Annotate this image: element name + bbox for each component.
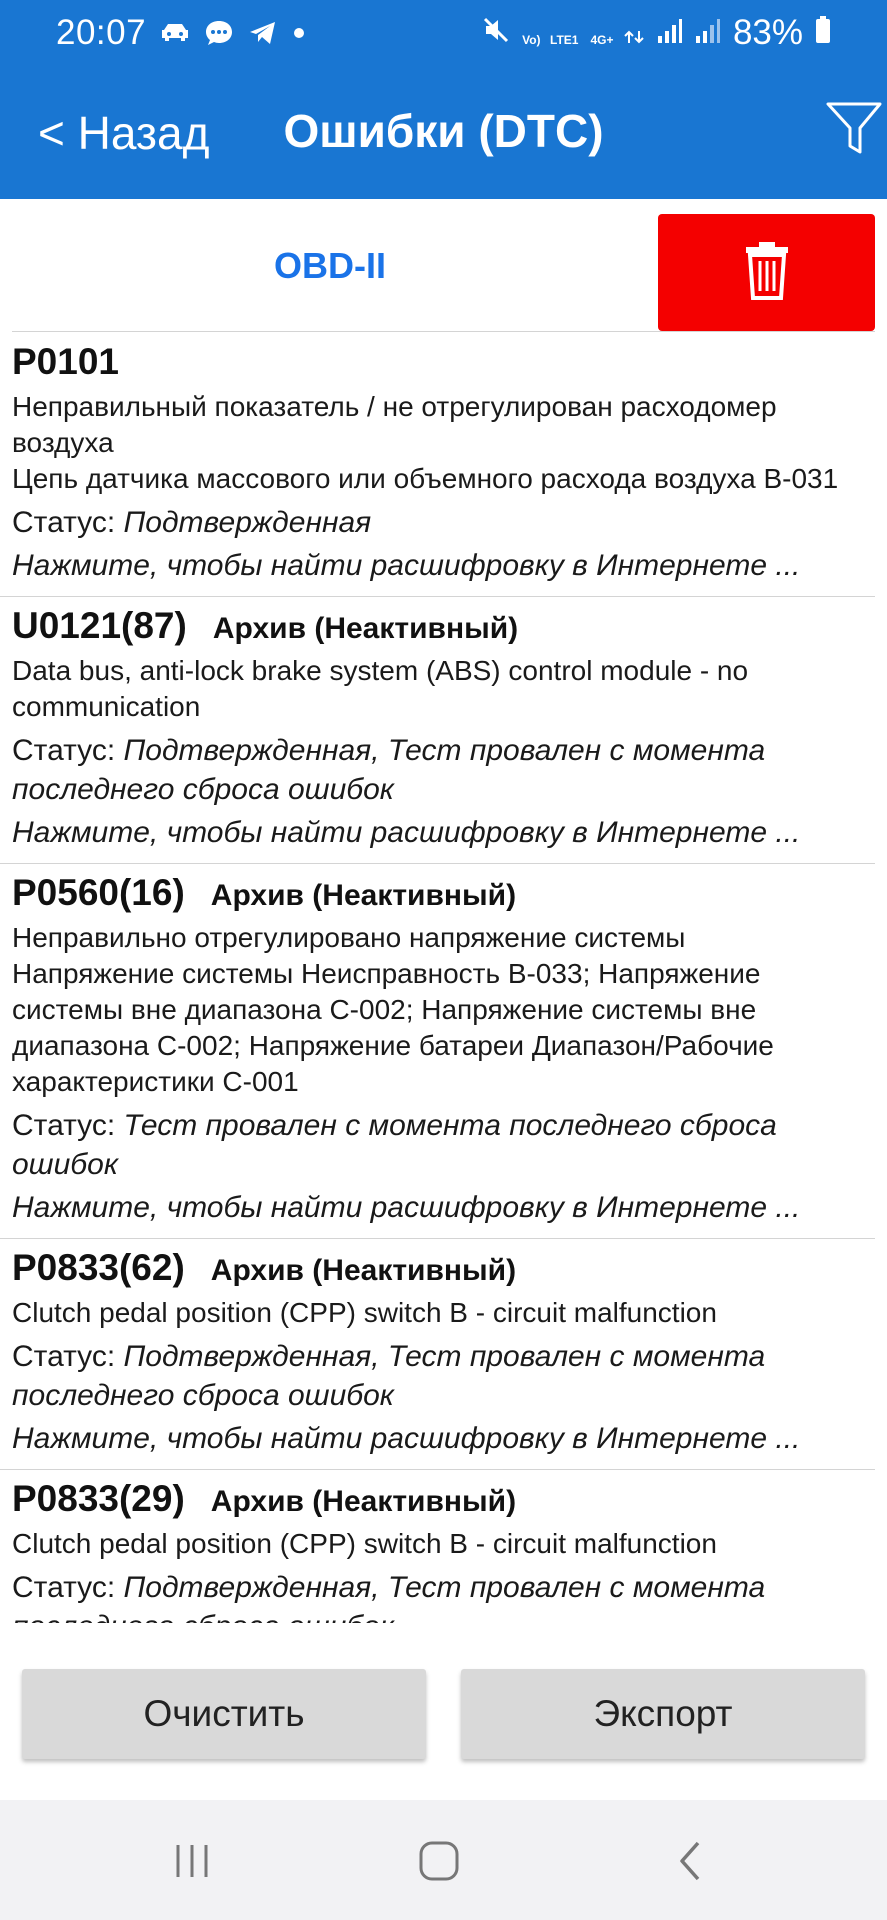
search-online-link[interactable]: Нажмите, чтобы найти расшифровку в Интернете ...: [12, 1422, 801, 1455]
dtc-status: [12, 731, 863, 809]
dtc-item[interactable]: [0, 864, 875, 1239]
dtc-description: Clutch pedal position (CPP) switch B - circuit malfunction: [12, 1528, 717, 1559]
chat-icon: [204, 19, 234, 47]
tab-row: [0, 199, 887, 333]
dtc-archive-badge: Архив (Неактивный): [210, 1485, 517, 1518]
network-type-icon: 4G+: [590, 14, 644, 53]
status-bar: [0, 0, 887, 66]
search-online-link[interactable]: Нажмите, чтобы найти расшифровку в Интернете ...: [12, 549, 801, 582]
dtc-code: P0833(62): [12, 1247, 185, 1288]
dtc-list: [0, 333, 887, 1623]
divider: [12, 331, 875, 332]
search-online-link[interactable]: Нажмите, чтобы найти расшифровку в Интернете ...: [12, 1191, 801, 1224]
tab-obd2[interactable]: OBD-II: [274, 245, 386, 286]
filter-icon[interactable]: [824, 96, 884, 160]
dtc-archive-badge: Архив (Неактивный): [212, 612, 519, 645]
status-time: 20:07: [56, 13, 147, 52]
trash-icon: [744, 240, 790, 305]
status-value: Подтвержденная, Тест провален с момента последнего сброса ошибок: [12, 734, 766, 806]
dtc-status: [12, 1106, 863, 1184]
dtc-status: [12, 1337, 863, 1415]
status-label: Статус:: [12, 506, 116, 539]
dtc-code: P0560(16): [12, 872, 185, 913]
page-title: Ошибки (DTC): [283, 105, 604, 157]
status-label: Статус:: [12, 1340, 116, 1373]
dtc-code: U0121(87): [12, 605, 187, 646]
dtc-code: P0101: [12, 341, 119, 382]
dtc-description: Data bus, anti-lock brake system (ABS) control module - no communication: [12, 655, 749, 722]
dtc-code: P0833(29): [12, 1478, 185, 1519]
status-value: Тест провален с момента последнего сброса ошибок: [12, 1109, 777, 1181]
back-icon[interactable]: [660, 1836, 720, 1886]
home-icon[interactable]: [409, 1836, 469, 1886]
status-label: Статус:: [12, 1109, 116, 1142]
dot-icon: [292, 26, 306, 40]
status-value: Подтвержденная, Тест провален с момента последнего сброса ошибок: [12, 1340, 766, 1412]
app-bar: [0, 66, 887, 199]
dtc-item[interactable]: [0, 1239, 875, 1470]
status-label: Статус:: [12, 734, 116, 767]
car-icon: [160, 22, 190, 44]
battery-icon: [815, 14, 831, 53]
dtc-item[interactable]: [0, 597, 875, 864]
delete-button[interactable]: [658, 214, 875, 331]
back-button[interactable]: < Назад: [38, 107, 210, 159]
signal-icon: [695, 14, 721, 53]
dtc-item[interactable]: [0, 333, 875, 597]
dtc-archive-badge: Архив (Неактивный): [210, 879, 517, 912]
volte-icon: Vo) LTE1: [522, 32, 579, 47]
dtc-archive-badge: Архив (Неактивный): [210, 1254, 517, 1287]
system-nav-bar: [0, 1800, 887, 1920]
battery-percent: 83%: [732, 13, 803, 52]
action-bar: [0, 1623, 887, 1800]
app-header: [0, 0, 887, 199]
dtc-status: [12, 503, 863, 542]
dtc-description: Неправильный показатель / не отрегулирован расходомер воздуха Цепь датчика массового или объемного расхода воздуха B-031: [12, 391, 839, 494]
signal-icon: [657, 14, 683, 53]
dtc-description: Clutch pedal position (CPP) switch B - circuit malfunction: [12, 1297, 717, 1328]
export-button[interactable]: Экспорт: [461, 1669, 865, 1759]
telegram-icon: [248, 20, 278, 46]
status-value: Подтвержденная, Тест провален с момента: [123, 1571, 766, 1604]
status-label: Статус:: [12, 1571, 116, 1604]
search-online-link[interactable]: Нажмите, чтобы найти расшифровку в Интернете ...: [12, 816, 801, 849]
mute-icon: [482, 14, 510, 53]
clear-button[interactable]: Очистить: [22, 1669, 426, 1759]
recent-apps-icon[interactable]: [162, 1836, 222, 1886]
dtc-description: Неправильно отрегулировано напряжение системы Напряжение системы Неисправность B-033; Напряжение системы вне диапазона C-002; Напряжение системы вне диапазона C-002; Напряжение батареи Диапазон/Рабочие характеристики C-001: [12, 922, 774, 1097]
status-value: Подтвержденная: [123, 506, 372, 539]
